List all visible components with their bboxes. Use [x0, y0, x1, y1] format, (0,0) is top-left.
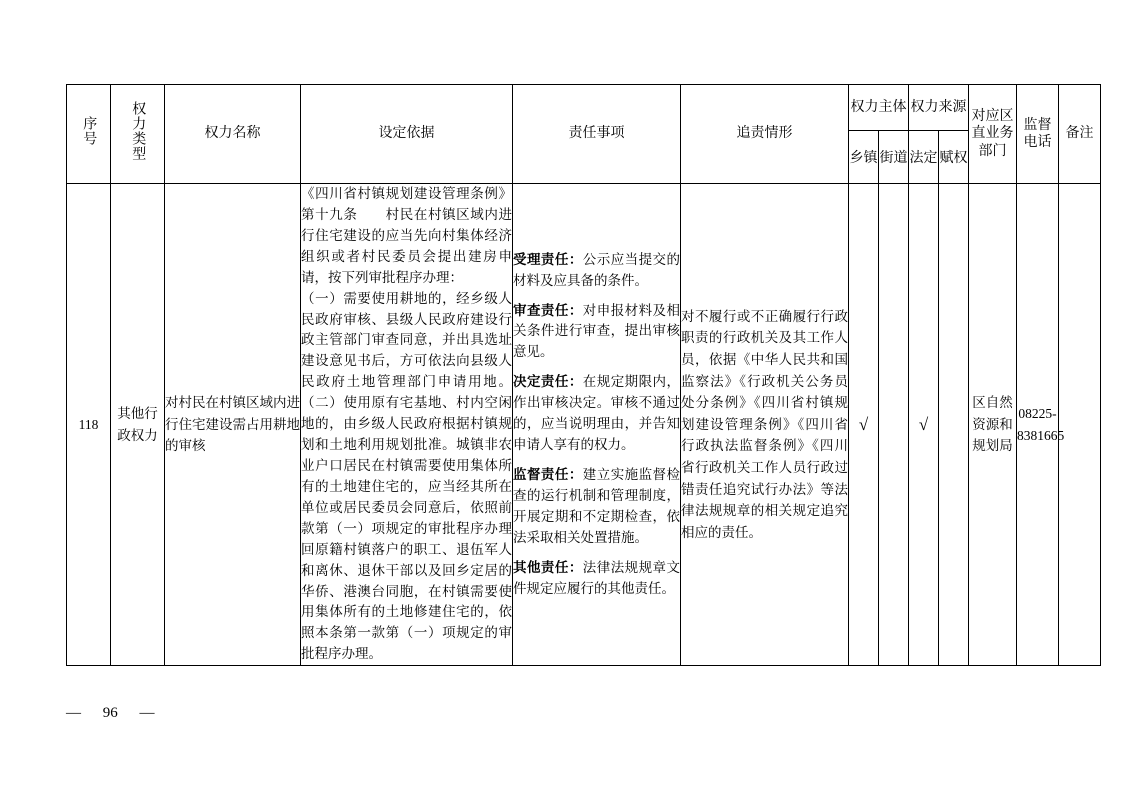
- page-number: 96: [102, 705, 118, 721]
- duty-label: 其他责任：: [513, 559, 583, 575]
- duty-item: [513, 558, 680, 600]
- duty-label: 受理责任：: [513, 251, 583, 267]
- table-header-row: [67, 85, 1101, 131]
- duty-text: 法律法规规章文件规定应履行的其他责任。: [513, 559, 681, 596]
- cell-power-name: 对村民在村镇区域内进行住宅建设需占用耕地的审核: [165, 184, 301, 666]
- duty-label: 审查责任：: [513, 302, 583, 318]
- cell-basis: [301, 184, 513, 666]
- header-source-granted: 赋权: [939, 131, 969, 184]
- table-row: [67, 184, 1101, 666]
- duty-text: 公示应当提交的材料及应具备的条件。: [513, 251, 681, 288]
- power-list-table: [66, 84, 1101, 666]
- cell-source-granted: [939, 184, 969, 666]
- cell-remark: [1059, 184, 1101, 666]
- header-power-source: 权力来源: [909, 85, 969, 131]
- duty-label: 决定责任：: [513, 374, 583, 390]
- duty-text: 对申报材料及相关条件进行审查，提出审核意见。: [513, 302, 681, 360]
- header-phone: 监督电话: [1017, 85, 1059, 184]
- header-remark: 备注: [1059, 85, 1101, 184]
- header-source-legal: 法定: [909, 131, 939, 184]
- basis-paragraph: （一）需要使用耕地的，经乡级人民政府审核、县级人民政府建设行政主管部门审查同意，并出具选址建设意见书后，方可依法向县级人民政府土地管理部门申请用地。（二）使用原有宅基地、村内空闲地的，由乡级人民政府根据村镇规划和土地利用规划批准。城镇非农业户口居民在村镇需要使用集体所有的土地建住宅的，应当经其所在单位或居民委员会同意后，依照前款第（一）项规定的审批程序办理回原籍村镇落户的职工、退伍军人和离休、退休干部以及回乡定居的华侨、港澳台同胞，在村镇需要使用集体所有的土地修建住宅的，依照本条第一款第（一）项规定的审批程序办理。: [301, 290, 512, 662]
- duty-item: [513, 372, 680, 456]
- header-dept: 对应区直业务部门: [969, 85, 1017, 184]
- header-basis: 设定依据: [301, 85, 513, 184]
- footer-dash-right: —: [139, 705, 155, 721]
- cell-duties: [513, 184, 681, 666]
- header-seq: 序号: [67, 85, 111, 184]
- header-subject-street: 街道: [879, 131, 909, 184]
- duty-text: 建立实施监督检查的运行机制和管理制度，开展定期和不定期检查，依法采取相关处置措施。: [513, 466, 681, 545]
- duty-item: [513, 465, 680, 549]
- duty-label: 监督责任：: [513, 466, 583, 482]
- cell-seq: 118: [67, 184, 111, 666]
- cell-subject-town: √: [849, 184, 879, 666]
- cell-power-type: 其他行政权力: [111, 184, 165, 666]
- duty-item: [513, 301, 680, 364]
- header-subject-town: 乡镇: [849, 131, 879, 184]
- footer-dash-left: —: [66, 705, 81, 721]
- duty-item: [513, 250, 680, 292]
- cell-source-legal: √: [909, 184, 939, 666]
- cell-dept: 区自然资源和规划局: [969, 184, 1017, 666]
- cell-subject-street: [879, 184, 909, 666]
- header-accountability: 追责情形: [681, 85, 849, 184]
- cell-accountability: 对不履行或不正确履行行政职责的行政机关及其工作人员，依据《中华人民共和国监察法》《行政机关公务员处分条例》《四川省村镇规划建设管理条例》《四川省行政执法监督条例》《四川省行政机关工作人员行政过错责任追究试行办法》等法律法规规章的相关规定追究相应的责任。: [681, 184, 849, 666]
- cell-phone: 08225-8381665: [1017, 184, 1059, 666]
- header-duties: 责任事项: [513, 85, 681, 184]
- basis-paragraph: 《四川省村镇规划建设管理条例》第十九条 村民在村镇区域内进行住宅建设的应当先向村集体经济组织或者村民委员会提出建房申请，按下列审批程序办理：: [301, 186, 512, 285]
- header-power-type: 权力类型: [111, 85, 165, 184]
- duty-text: 在规定期限内，作出审核决定。审核不通过的，应当说明理由，并告知申请人享有的权力。: [513, 374, 681, 453]
- header-power-name: 权力名称: [165, 85, 301, 184]
- page-footer: [66, 705, 1056, 722]
- header-power-subject: 权力主体: [849, 85, 909, 131]
